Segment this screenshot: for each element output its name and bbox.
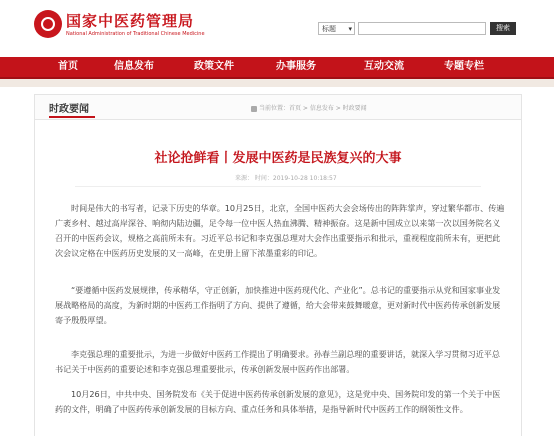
nav-item-news[interactable]: 信息发布 bbox=[114, 61, 154, 72]
search-input[interactable] bbox=[358, 22, 486, 35]
site-title[interactable]: 国家中医药管理局 bbox=[66, 12, 195, 30]
section-underline bbox=[49, 116, 95, 118]
meta-divider bbox=[75, 186, 481, 187]
nav-item-services[interactable]: 办事服务 bbox=[276, 61, 316, 72]
nav-item-topics[interactable]: 专题专栏 bbox=[444, 61, 484, 72]
search-button[interactable]: 搜索 bbox=[490, 22, 516, 35]
site-subtitle: National Administration of Traditional Chinese Medicine bbox=[66, 31, 205, 37]
search-scope-select[interactable] bbox=[318, 22, 355, 35]
breadcrumb[interactable] bbox=[251, 103, 367, 112]
article-container bbox=[34, 94, 522, 436]
article-paragraph: 李克强总理的重要批示，为进一步做好中医药工作提出了明确要求。孙春兰副总理的重要讲话，就深入学习贯彻习近平总书记关于中医药的重要论述和李克强总理重要批示，传承创新发展中医药作出部署。 bbox=[55, 349, 500, 374]
article-paragraph: “要遵循中医药发展规律，传承精华，守正创新，加快推进中医药现代化、产业化”。总书记的重要指示从党和国家事业发展战略格局的高度，为新时期的中医药工作指明了方向、提供了遵循，给大会带来鼓舞暖意，更对新时代中医药传承创新发展寄予殷殷厚望。 bbox=[55, 285, 501, 325]
section-header bbox=[35, 95, 521, 120]
nav-item-home[interactable]: 首页 bbox=[58, 61, 78, 72]
chevron-down-icon: ▾ bbox=[348, 25, 352, 33]
nav-item-interaction[interactable]: 互动交流 bbox=[364, 61, 404, 72]
nav-item-policy[interactable]: 政策文件 bbox=[194, 61, 234, 72]
decorative-banner bbox=[0, 79, 554, 87]
main-nav bbox=[0, 57, 554, 79]
location-icon bbox=[251, 106, 257, 112]
search-scope-value: 标题 bbox=[322, 25, 336, 33]
article-meta: 来源： 时间：2019-10-28 10:18:57 bbox=[235, 175, 337, 182]
article-paragraph: 时间是伟大的书写者，记录下历史的华章。10月25日，北京，全国中医药大会会场传出的阵阵掌声，穿过繁华都市、传遍广袤乡村、越过高岸深谷、响彻内陆边疆，足令每一位中医人热血沸腾、精神振奋。这是新中国成立以来第一次以国务院名义召开的中医药会议，规格之高前所未有。习近平总书记和李克强总理对大会作出重要指示和批示，重视程度前所未有，更把此次会议定格在中医药历史发展的又一高峰，在史册上留下浓墨重彩的印记。 bbox=[55, 203, 505, 258]
site-header bbox=[0, 0, 554, 57]
section-title: 时政要闻 bbox=[49, 104, 89, 115]
article-title: 社论抢鲜看丨发展中医药是民族复兴的大事 bbox=[154, 151, 402, 166]
emblem-logo-icon[interactable] bbox=[34, 10, 62, 38]
article-paragraph: 10月26日，中共中央、国务院发布《关于促进中医药传承创新发展的意见》，这是党中央、国务院印发的第一个关于中医药的文件，明确了中医药传承创新发展的目标方向、重点任务和具体举措，是指导新时代中医药工作的纲领性文件。 bbox=[55, 389, 501, 414]
breadcrumb-text[interactable]: 当前位置：首页 > 信息发布 > 时政要闻 bbox=[259, 105, 367, 112]
